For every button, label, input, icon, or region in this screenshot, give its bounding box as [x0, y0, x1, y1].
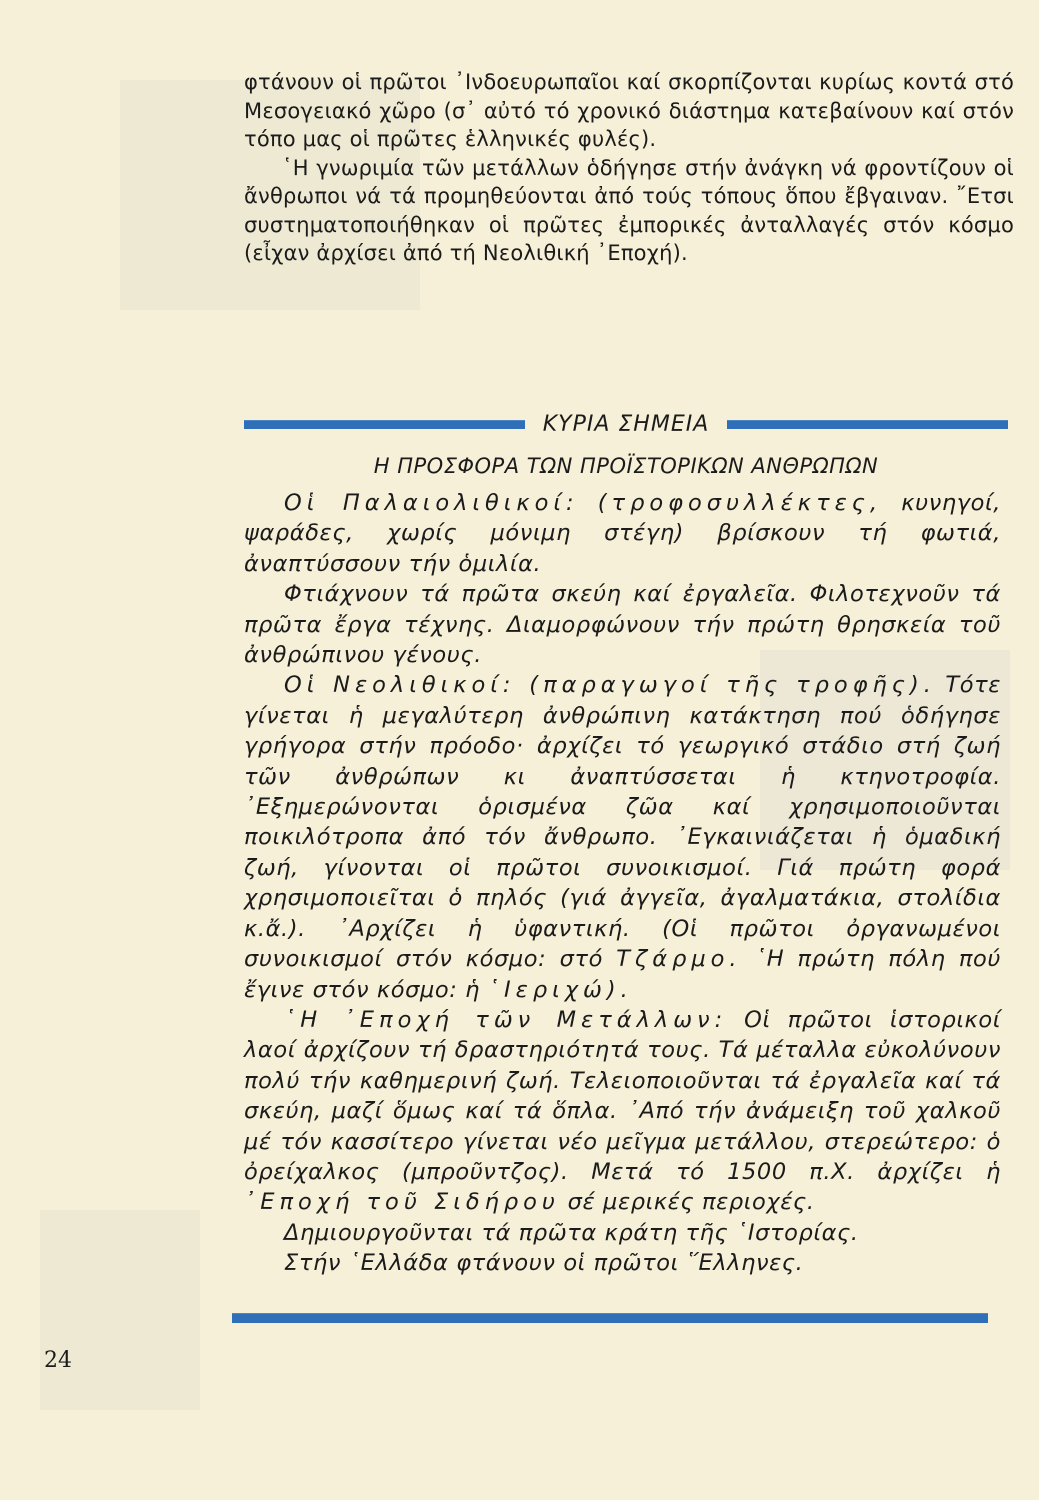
paleolithic-text: κυνηγοί, ψαράδες, χωρίς μόνιμη στέγη) βρίσκουν τή φωτιά, ἀναπτύσσουν τήν ὁμιλία.: [244, 490, 1001, 577]
paleolithic-paragraph: [244, 488, 1001, 579]
iron-age-term: ᾿Εποχή τοῦ Σιδήρου: [244, 1189, 560, 1216]
greeks-paragraph: Στήν ῾Ελλάδα φτάνουν οἱ πρῶτοι ῞Ελληνες.: [284, 1250, 804, 1277]
heading-rule-left: [244, 420, 525, 429]
key-points-title: ΚΥΡΙΑ ΣΗΜΕΙΑ: [542, 411, 710, 437]
paleolithic-term: Οἱ Παλαιολιθικοί:: [284, 490, 579, 516]
metal-age-text-2: σέ μερικές περιοχές.: [559, 1189, 815, 1216]
paleolithic-paragraph-2: Φτιάχνουν τά πρῶτα σκεύη καί ἐργαλεῖα. Φιλοτεχνοῦν τά πρῶτα ἔργα τέχνης. Διαμορφώνουν τήν πρώτη θρησκεία τοῦ ἀνθρώπινου γένους.: [244, 581, 1001, 669]
show-through-block-left: [40, 1210, 200, 1410]
intro-text: [244, 68, 1014, 268]
intro-paragraph-1: φτάνουν οἱ πρῶτοι ᾿Ινδοευρωπαῖοι καί σκορπίζονται κυρίως κοντά στό Μεσογειακό χῶρο (σ᾿ αὐτό τό χρονικό διάστημα κατεβαίνουν καί στόν τόπο μας οἱ πρῶτες ἑλληνικές φυλές).: [244, 70, 1014, 151]
heading-rule-right: [727, 420, 1008, 429]
key-points-bottom-rule: [232, 1313, 988, 1323]
metal-age-paragraph: [244, 1005, 1001, 1218]
page-number: 24: [44, 1348, 72, 1373]
key-points-heading: [244, 409, 1008, 439]
place-jarmo: Τζάρμο.: [616, 946, 742, 973]
neolithic-text-2: ῾Η πρώτη πόλη πού ἔγινε στόν κόσμο: ἡ: [244, 946, 1001, 1003]
place-jericho: ῾Ιεριχώ).: [487, 976, 633, 1003]
neolithic-paragraph: [244, 670, 1001, 1004]
neolithic-term: Οἱ Νεολιθικοί: (παραγωγοί τῆς τροφῆς).: [284, 672, 936, 699]
neolithic-text: Τότε γίνεται ἡ μεγαλύτερη ἀνθρώπινη κατάκτηση πού ὁδήγησε γρήγορα στήν πρόοδο· ἀρχίζει τό γεωργικό στάδιο στή ζωή τῶν ἀνθρώπων κι ἀναπτύσσεται ἡ κτηνοτροφία. ᾿Εξημερώνονται ὁρισμένα ζῶα καί χρησιμοποιοῦνται ποικιλότροπα ἀπό τόν ἄνθρωπο. ᾿Εγκαινιάζεται ἡ ὁμαδική ζωή, γίνονται οἱ πρῶτοι συνοικισμοί. Γιά πρώτη φορά χρησιμοποιεῖται ὁ πηλός (γιά ἀγγεῖα, ἀγαλματάκια, στολίδια κ.ἄ.). ᾿Αρχίζει ἡ ὑφαντική. (Οἱ πρῶτοι ὀργανωμένοι συνοικισμοί στόν κόσμο: στό: [244, 672, 1001, 973]
paleolithic-descriptor: (τροφοσυλλέκτες,: [597, 490, 883, 516]
states-paragraph: Δημιουργοῦνται τά πρῶτα κράτη τῆς ῾Ιστορίας.: [284, 1219, 859, 1246]
key-points-subtitle: Η ΠΡΟΣΦΟΡΑ ΤΩΝ ΠΡΟΪΣΤΟΡΙΚΩΝ ΑΝΘΡΩΠΩΝ: [373, 454, 879, 478]
key-points-body: [244, 488, 1001, 1279]
metal-age-term: ῾Η ᾿Εποχή τῶν Μετάλλων:: [284, 1006, 728, 1033]
intro-paragraph-2: ῾Η γνωριμία τῶν μετάλλων ὁδήγησε στήν ἀνάγκη νά φροντίζουν οἱ ἄνθρωποι νά τά προμηθεύονται ἀπό τούς τόπους ὅπου ἔβγαιναν. ῎Ετσι συστηματοποιήθηκαν οἱ πρῶτες ἐμπορικές ἀνταλλαγές στόν κόσμο (εἶχαν ἀρχίσει ἀπό τή Νεολιθική ᾿Εποχή).: [244, 155, 1014, 265]
metal-age-text: Οἱ πρῶτοι ἱστορικοί λαοί ἀρχίζουν τή δραστηριότητά τους. Τά μέταλλα εὐκολύνουν πολύ τήν καθημερινή ζωή. Τελειοποιοῦνται τά ἐργαλεῖα καί τά σκεύη, μαζί ὅμως καί τά ὅπλα. ᾿Από τήν ἀνάμειξη τοῦ χαλκοῦ μέ τόν κασσίτερο γίνεται νέο μεῖγμα μετάλλου, στερεώτερο: ὁ ὀρείχαλκος (μπροῦντζος). Μετά τό 1500 π.Χ. ἀρχίζει ἡ: [244, 1006, 1001, 1185]
